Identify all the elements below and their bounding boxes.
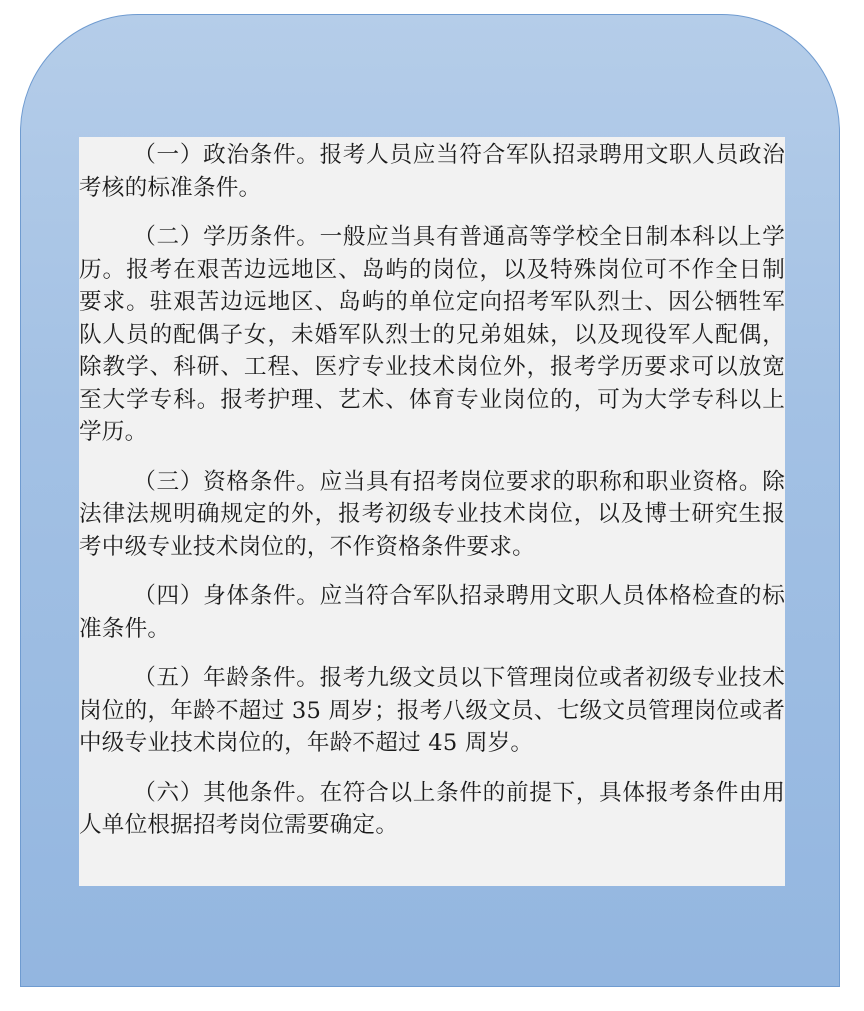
condition-qualification: （三）资格条件。应当具有招考岗位要求的职称和职业资格。除法律法规明确规定的外，报考初级专业技术岗位，以及博士研究生报考中级专业技术岗位的，不作资格条件要求。: [79, 468, 785, 560]
condition-education: （二）学历条件。一般应当具有普通高等学校全日制本科以上学历。报考在艰苦边远地区、岛屿的岗位，以及特殊岗位可不作全日制要求。驻艰苦边远地区、岛屿的单位定向招考军队烈士、因公牺牲军队人员的配偶子女，未婚军队烈士的兄弟姐妹，以及现役军人配偶，除教学、科研、工程、医疗专业技术岗位外，报考学历要求可以放宽至大学专科。报考护理、艺术、体育专业岗位的，可为大学专科以上学历。: [79, 224, 785, 445]
text-panel: [79, 137, 785, 886]
condition-age: （五）年龄条件。报考九级文员以下管理岗位或者初级专业技术岗位的，年龄不超过 35 周岁；报考八级文员、七级文员管理岗位或者中级专业技术岗位的，年龄不超过 45 周岁。: [79, 665, 785, 756]
condition-other: （六）其他条件。在符合以上条件的前提下，具体报考条件由用人单位根据招考岗位需要确定。: [79, 779, 785, 838]
condition-political: （一）政治条件。报考人员应当符合军队招录聘用文职人员政治考核的标准条件。: [79, 142, 785, 201]
condition-physical: （四）身体条件。应当符合军队招录聘用文职人员体格检查的标准条件。: [79, 583, 785, 642]
